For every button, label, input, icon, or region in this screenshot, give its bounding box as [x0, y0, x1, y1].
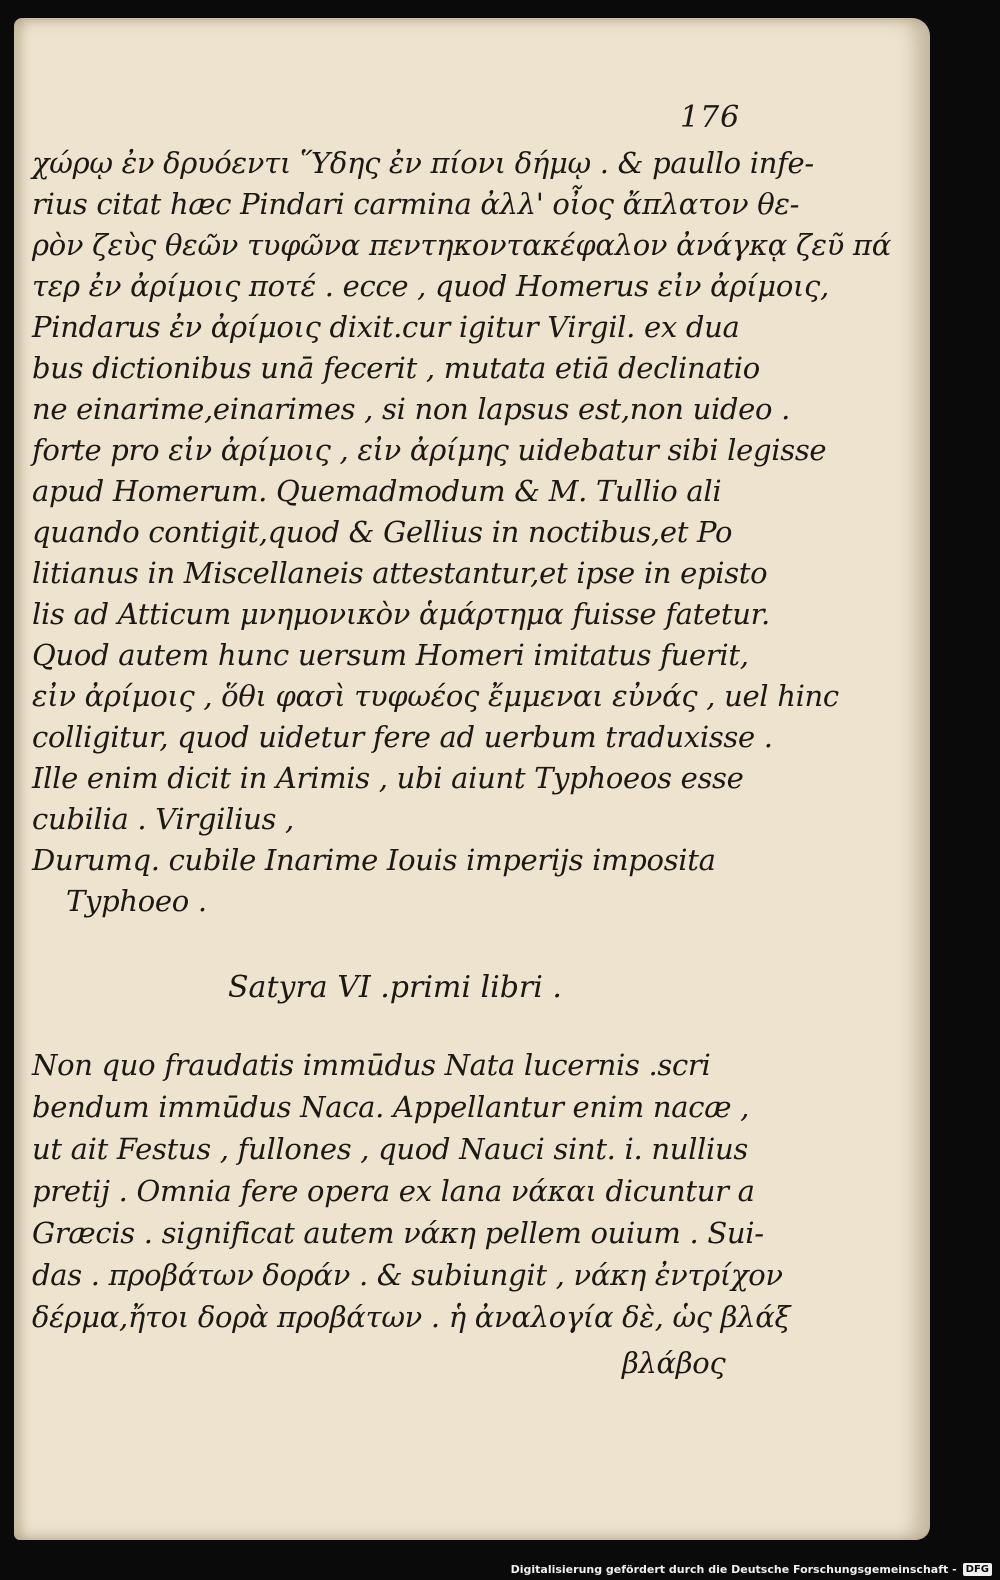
text-line: Non quo fraudatis immūdus Nata lucernis .scri — [32, 1048, 711, 1082]
text-line: quando contigit,quod & Gellius in noctibus,et Po — [32, 515, 733, 549]
text-line: εἰν ἀρίμοις , ὅθι φασὶ τυφωέος ἔμμεναι εὐνάς , uel hinc — [32, 679, 839, 713]
digitization-footer — [511, 1558, 1000, 1580]
text-line: Quod autem hunc uersum Homeri imitatus fuerit, — [32, 638, 749, 672]
text-line: rius citat hæc Pindari carmina ἀλλ' οἶος ἄπλατον θε- — [32, 187, 800, 221]
dfg-logo-icon: DFG — [963, 1563, 992, 1576]
text-line: τερ ἐν ἀρίμοις ποτέ . ecce , quod Homerus εἰν ἀρίμοις, — [32, 269, 829, 303]
book-page — [14, 18, 930, 1540]
text-line: Græcis . significat autem νάκη pellem ouium . Sui- — [32, 1216, 764, 1250]
text-line: bendum immūdus Naca. Appellantur enim nacæ , — [32, 1090, 749, 1124]
text-line: pretij . Omnia fere opera ex lana νάκαι dicuntur a — [32, 1174, 755, 1208]
section-heading: Satyra VI .primi libri . — [228, 970, 562, 1005]
text-line: das . προβάτων δοράν . & subiungit , νάκη ἐντρίχον — [32, 1258, 783, 1292]
text-line: cubilia . Virgilius , — [32, 802, 294, 836]
text-line: forte pro εἰν ἀρίμοις , εἰν ἀρίμης uidebatur sibi legisse — [32, 433, 827, 467]
text-line: δέρμα,ἤτοι δορὰ προβάτων . ἡ ἀναλογία δὲ, ὡς βλάξ — [32, 1300, 791, 1334]
page-number: 176 — [680, 100, 741, 135]
text-line: ρὸν ζεὺς θεῶν τυφῶνα πεντηκοντακέφαλον ἀνάγκᾳ ζεῦ πά — [32, 228, 891, 262]
text-line: Ille enim dicit in Arimis , ubi aiunt Typhoeos esse — [32, 761, 744, 795]
text-line: apud Homerum. Quemadmodum & M. Tullio ali — [32, 474, 722, 508]
catchword: βλάβος — [622, 1346, 726, 1380]
text-line: ut ait Festus , fullones , quod Nauci sint. i. nullius — [32, 1132, 748, 1166]
footer-credit: Digitalisierung gefördert durch die Deutsche Forschungsgemeinschaft - — [510, 1562, 957, 1576]
text-line: Durumq. cubile Inarime Iouis imperijs imposita — [32, 843, 716, 877]
text-line: χώρῳ ἐν δρυόεντι Ὕδης ἐν πίονι δήμῳ . & paullo infe- — [32, 146, 814, 180]
text-line: litianus in Miscellaneis attestantur,et ipse in episto — [32, 556, 768, 590]
text-line: Typhoeo . — [66, 884, 207, 918]
text-line: colligitur, quod uidetur fere ad uerbum traduxisse . — [32, 720, 773, 754]
text-line: lis ad Atticum μνημονικὸν ἁμάρτημα fuisse fatetur. — [32, 597, 770, 631]
text-line: ne einarime,einarimes , si non lapsus est,non uideo . — [32, 392, 791, 426]
text-line: Pindarus ἐν ἀρίμοις dixit.cur igitur Virgil. ex dua — [32, 310, 740, 344]
text-line: bus dictionibus unā fecerit , mutata etiā declinatio — [32, 351, 760, 385]
